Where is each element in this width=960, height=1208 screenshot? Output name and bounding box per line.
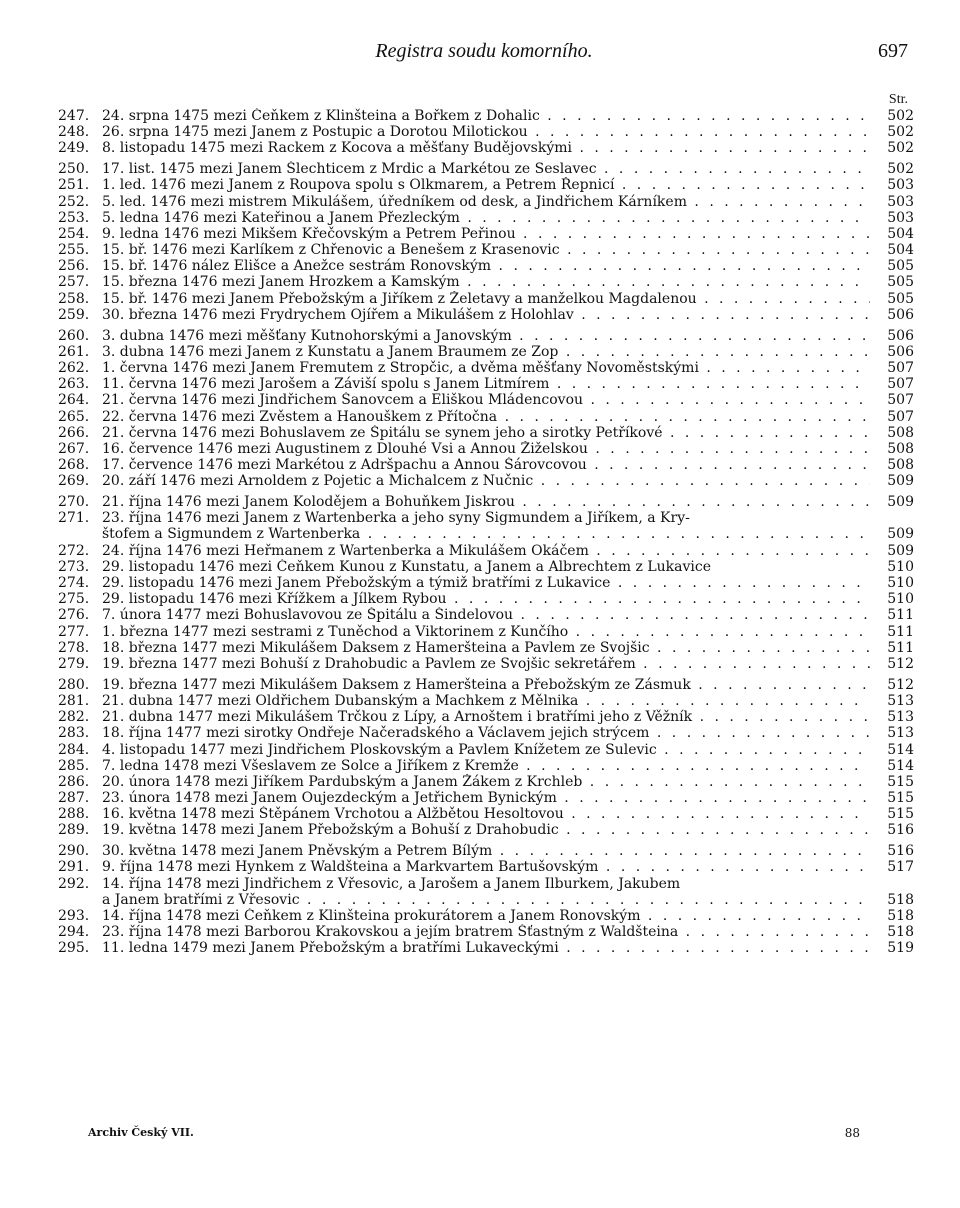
entry-page-number: 511 <box>887 639 914 656</box>
entry-text: a Janem bratřími z Vřesovic . . . <box>102 892 870 908</box>
sheet-number: 88 <box>844 1126 860 1140</box>
entry-text: 17. července 1476 mezi Markétou z Adršpachu a Annou Šárovcovou . . . <box>102 457 870 473</box>
register-entry <box>58 140 914 156</box>
register-entry <box>58 843 914 859</box>
register-entry <box>58 640 914 656</box>
entry-text: 5. ledna 1476 mezi Kateřinou a Janem Přezleckým . . . <box>102 210 870 226</box>
entry-number: 278. <box>58 639 90 656</box>
entry-page-number: 518 <box>887 924 914 941</box>
entry-text: 4. listopadu 1477 mezi Jindřichem Ploskovským a Pavlem Knížetem ze Sulevic . . . <box>102 742 870 758</box>
entry-text: 9. října 1478 mezi Hynkem z Waldšteina a Markvartem Bartušovským . . . <box>102 859 870 875</box>
entry-number: 283. <box>58 725 90 742</box>
entry-number: 250. <box>58 161 90 178</box>
entry-number: 285. <box>58 757 90 774</box>
entry-page-number: 509 <box>887 494 914 511</box>
entry-page-number: 512 <box>887 676 914 693</box>
entry-number: 287. <box>58 790 90 807</box>
entry-number: 294. <box>58 924 90 941</box>
entry-number: 264. <box>58 392 90 409</box>
entry-page-number: 514 <box>887 741 914 758</box>
entry-page-number: 506 <box>887 343 914 360</box>
register-entry <box>58 607 914 623</box>
register-entry <box>58 742 914 758</box>
entry-text: 1. června 1476 mezi Janem Fremutem z Stropčic, a dvěma měšťany Novoměstskými . . . <box>102 360 870 376</box>
register-entry <box>58 258 914 274</box>
entry-page-number: 517 <box>887 859 914 876</box>
entry-page-number: 509 <box>887 542 914 559</box>
entry-page-number: 513 <box>887 709 914 726</box>
entry-number: 249. <box>58 140 90 157</box>
entry-number: 284. <box>58 741 90 758</box>
entry-page-number: 519 <box>887 940 914 957</box>
entry-text: 9. ledna 1476 mezi Mikšem Křečovským a Petrem Peřinou . . . <box>102 226 870 242</box>
entry-text: 3. dubna 1476 mezi Janem z Kunstatu a Janem Braumem ze Zop . . . <box>102 344 870 360</box>
entry-text: 3. dubna 1476 mezi měšťany Kutnohorskými a Janovským . . . <box>102 328 870 344</box>
entry-page-number: 515 <box>887 806 914 823</box>
entry-page-number: 502 <box>887 124 914 141</box>
register-entry <box>58 924 914 940</box>
entry-page-number: 510 <box>887 558 914 575</box>
entry-number: 258. <box>58 290 90 307</box>
entry-page-number: 508 <box>887 440 914 457</box>
entry-text: 24. října 1476 mezi Heřmanem z Wartenberka a Mikulášem Okáčem . . . <box>102 543 870 559</box>
entry-number: 282. <box>58 709 90 726</box>
entry-number: 293. <box>58 907 90 924</box>
entry-page-number: 507 <box>887 392 914 409</box>
entry-number: 295. <box>58 940 90 957</box>
page-number: 697 <box>878 40 908 62</box>
register-entry <box>58 473 914 489</box>
entry-number: 252. <box>58 193 90 210</box>
register-entry <box>58 425 914 441</box>
register-entry <box>58 210 914 226</box>
entry-page-number: 508 <box>887 457 914 474</box>
entry-text: 19. května 1478 mezi Janem Přebožským a Bohuší z Drahobudic . . . <box>102 822 870 838</box>
entry-text: 21. října 1476 mezi Janem Kolodějem a Bohuňkem Jiskrou . . . <box>102 494 870 510</box>
entry-page-number: 502 <box>887 140 914 157</box>
entry-text: 20. února 1478 mezi Jiříkem Pardubským a Janem Žákem z Krchleb . . . <box>102 774 870 790</box>
entry-page-number: 506 <box>887 306 914 323</box>
register-entry <box>58 940 914 956</box>
register-entry <box>58 108 914 124</box>
entry-page-number: 514 <box>887 757 914 774</box>
entry-text: 14. října 1478 mezi Jindřichem z Vřesovic, a Jarošem a Janem Ilburkem, Jakubem <box>102 875 681 892</box>
entry-text: 19. března 1477 mezi Mikulášem Daksem z Hameršteina a Přebožským ze Zásmuk . . . <box>102 677 870 693</box>
entry-text: 7. ledna 1478 mezi Všeslavem ze Solce a Jiříkem z Kremže . . . <box>102 758 870 774</box>
entry-page-number: 509 <box>887 526 914 543</box>
entry-text: 16. května 1478 mezi Štěpánem Vrchotou a Alžbětou Hesoltovou . . . <box>102 806 870 822</box>
register-entry <box>58 360 914 376</box>
register-entry <box>58 656 914 672</box>
entry-text: 5. led. 1476 mezi mistrem Mikulášem, úředníkem od desk, a Jindřichem Kárníkem . . . <box>102 194 870 210</box>
entry-number: 267. <box>58 440 90 457</box>
entry-text: 29. listopadu 1476 mezi Čeňkem Kunou z Kunstatu, a Janem a Albrechtem z Lukavice <box>102 558 711 575</box>
register-entry <box>58 274 914 290</box>
entry-number: 291. <box>58 859 90 876</box>
entry-number: 273. <box>58 558 90 575</box>
entry-page-number: 510 <box>887 591 914 608</box>
entry-page-number: 507 <box>887 376 914 393</box>
entry-page-number: 502 <box>887 161 914 178</box>
entry-number: 272. <box>58 542 90 559</box>
entry-continuation-line <box>58 526 914 542</box>
register-entry <box>58 908 914 924</box>
register-entry <box>58 624 914 640</box>
entry-number: 262. <box>58 360 90 376</box>
entry-text: 16. července 1476 mezi Augustinem z Dlouhé Vsi a Annou Žiželskou . . . <box>102 441 870 457</box>
entry-text: 15. bř. 1476 mezi Karlíkem z Chřenovic a Benešem z Krasenovic . . . <box>102 242 870 258</box>
register-entry <box>58 774 914 790</box>
entry-page-number: 503 <box>887 209 914 226</box>
running-header <box>60 40 908 70</box>
entry-text: 29. listopadu 1476 mezi Janem Přebožským a týmiž bratřími z Lukavice . . . <box>102 575 870 591</box>
entry-text: 21. dubna 1477 mezi Oldřichem Dubanským a Machkem z Mělnika . . . <box>102 693 870 709</box>
register-entry <box>58 677 914 693</box>
entry-text: 15. bř. 1476 mezi Janem Přebožským a Jiříkem z Želetavy a manželkou Magdalenou . . . <box>102 291 870 307</box>
register-entry <box>58 124 914 140</box>
entry-page-number: 504 <box>887 225 914 242</box>
register-entry <box>58 328 914 344</box>
entry-number: 263. <box>58 376 90 393</box>
entry-number: 274. <box>58 575 90 592</box>
entry-page-number: 511 <box>887 607 914 624</box>
register-entry <box>58 510 914 526</box>
entry-number: 280. <box>58 676 90 693</box>
entry-text: 19. března 1477 mezi Bohuší z Drahobudic a Pavlem ze Svojšic sekretářem . . . <box>102 656 870 672</box>
entry-text: 11. ledna 1479 mezi Janem Přebožským a bratřími Lukaveckými . . . <box>102 940 870 956</box>
entry-text: 22. června 1476 mezi Zvěstem a Hanouškem z Přítočna . . . <box>102 409 870 425</box>
register-entry <box>58 177 914 193</box>
entry-page-number: 518 <box>887 891 914 908</box>
register-entry <box>58 392 914 408</box>
entry-number: 289. <box>58 822 90 839</box>
entry-number: 261. <box>58 343 90 360</box>
register-entry <box>58 543 914 559</box>
entry-number: 265. <box>58 408 90 425</box>
entry-page-number: 512 <box>887 655 914 672</box>
entry-text: 20. září 1476 mezi Arnoldem z Pojetic a Michalcem z Nučnic . . . <box>102 473 870 489</box>
register-entry <box>58 806 914 822</box>
register-entry <box>58 822 914 838</box>
entry-number: 292. <box>58 875 90 892</box>
entry-text: 30. března 1476 mezi Frydrychem Ojířem a Mikulášem z Holohlav . . . <box>102 307 870 323</box>
register-entry <box>58 409 914 425</box>
entry-page-number: 509 <box>887 473 914 490</box>
register-entry <box>58 307 914 323</box>
entry-page-number: 505 <box>887 290 914 307</box>
entry-number: 248. <box>58 124 90 141</box>
entry-number: 254. <box>58 225 90 242</box>
entry-text: štofem a Sigmundem z Wartenberka . . . <box>102 526 870 542</box>
entry-continuation-line <box>58 892 914 908</box>
page-title: Registra soudu komorního. <box>375 40 593 62</box>
entry-page-number: 513 <box>887 692 914 709</box>
page-column-label: Str. <box>888 92 908 107</box>
entry-page-number: 513 <box>887 725 914 742</box>
entry-number: 253. <box>58 209 90 226</box>
signature-mark: Archiv Český VII. <box>88 1126 194 1139</box>
entry-number: 260. <box>58 327 90 344</box>
entry-text: 21. června 1476 mezi Bohuslavem ze Špitálu se synem jeho a sirotky Petříkové . . . <box>102 425 870 441</box>
entry-number: 270. <box>58 494 90 511</box>
entry-text: 23. října 1476 mezi Janem z Wartenberka a jeho syny Sigmundem a Jiříkem, a Kry- <box>102 510 690 527</box>
page-footer <box>88 1126 860 1142</box>
entry-number: 247. <box>58 108 90 124</box>
register-entry <box>58 291 914 307</box>
register-entry <box>58 591 914 607</box>
register-entry <box>58 709 914 725</box>
entry-text: 8. listopadu 1475 mezi Rackem z Kocova a měšťany Budějovskými . . . <box>102 140 870 156</box>
entry-number: 255. <box>58 242 90 259</box>
entry-text: 24. srpna 1475 mezi Čeňkem z Klinšteina a Bořkem z Dohalic . . . <box>102 108 870 124</box>
entry-text: 15. března 1476 mezi Janem Hrozkem a Kamským . . . <box>102 274 870 290</box>
entry-number: 269. <box>58 473 90 490</box>
entry-number: 251. <box>58 177 90 194</box>
entry-number: 268. <box>58 457 90 474</box>
entry-page-number: 507 <box>887 408 914 425</box>
register-entry <box>58 575 914 591</box>
entry-page-number: 504 <box>887 242 914 259</box>
entry-text: 18. října 1477 mezi sirotky Ondřeje Načeradského a Václavem jejich strýcem . . . <box>102 725 870 741</box>
register-entry <box>58 226 914 242</box>
entry-text: 21. dubna 1477 mezi Mikulášem Trčkou z Lípy, a Arnoštem i bratřími jeho z Věžník . . . <box>102 709 870 725</box>
entry-text: 29. listopadu 1476 mezi Křížkem a Jílkem Rybou . . . <box>102 591 870 607</box>
entry-number: 271. <box>58 510 90 527</box>
register-entry <box>58 693 914 709</box>
entry-page-number: 507 <box>887 360 914 376</box>
entry-number: 279. <box>58 655 90 672</box>
entry-number: 277. <box>58 623 90 640</box>
entry-text: 26. srpna 1475 mezi Janem z Postupic a Dorotou Milotickou . . . <box>102 124 870 140</box>
entry-number: 257. <box>58 274 90 291</box>
entry-page-number: 502 <box>887 108 914 124</box>
entry-page-number: 515 <box>887 773 914 790</box>
entry-text: 17. list. 1475 mezi Janem Šlechticem z Mrdic a Markétou ze Seslavec . . . <box>102 161 870 177</box>
entry-page-number: 506 <box>887 327 914 344</box>
register-entry <box>58 457 914 473</box>
entry-text: 30. května 1478 mezi Janem Pněvským a Petrem Bílým . . . <box>102 843 870 859</box>
register-entry <box>58 559 914 575</box>
register-entry <box>58 344 914 360</box>
register-entry <box>58 758 914 774</box>
entry-number: 276. <box>58 607 90 624</box>
register-entry <box>58 161 914 177</box>
register-entry <box>58 242 914 258</box>
register-entry <box>58 790 914 806</box>
entry-page-number: 503 <box>887 177 914 194</box>
register-entry <box>58 859 914 875</box>
entry-number: 256. <box>58 258 90 275</box>
register-entry <box>58 194 914 210</box>
register-entry-list <box>58 108 914 957</box>
entry-page-number: 503 <box>887 193 914 210</box>
entry-number: 290. <box>58 843 90 860</box>
entry-page-number: 505 <box>887 274 914 291</box>
register-entry <box>58 725 914 741</box>
entry-text: 7. února 1477 mezi Bohuslavovou ze Špitálu a Šindelovou . . . <box>102 607 870 623</box>
entry-number: 286. <box>58 773 90 790</box>
entry-text: 15. bř. 1476 nález Elišce a Anežce sestrám Ronovským . . . <box>102 258 870 274</box>
entry-text: 23. října 1478 mezi Barborou Krakovskou a jejím bratrem Šťastným z Waldšteina . . . <box>102 924 870 940</box>
entry-page-number: 518 <box>887 907 914 924</box>
entry-text: 14. října 1478 mezi Čeňkem z Klinšteina prokurátorem a Janem Ronovským . . . <box>102 908 870 924</box>
register-entry <box>58 376 914 392</box>
entry-text: 21. června 1476 mezi Jindřichem Šanovcem a Eliškou Mládencovou . . . <box>102 392 870 408</box>
register-entry <box>58 876 914 892</box>
entry-text: 18. března 1477 mezi Mikulášem Daksem z Hameršteina a Pavlem ze Svojšic . . . <box>102 640 870 656</box>
entry-text: 1. března 1477 mezi sestrami z Tuněchod a Viktorinem z Kunčího . . . <box>102 624 870 640</box>
entry-number: 266. <box>58 424 90 441</box>
entry-page-number: 516 <box>887 843 914 860</box>
entry-number: 288. <box>58 806 90 823</box>
register-entry <box>58 494 914 510</box>
register-entry <box>58 441 914 457</box>
entry-page-number: 510 <box>887 575 914 592</box>
entry-text: 23. února 1478 mezi Janem Oujezdeckým a Jetřichem Bynickým . . . <box>102 790 870 806</box>
entry-number: 281. <box>58 692 90 709</box>
entry-number: 259. <box>58 306 90 323</box>
entry-text: 1. led. 1476 mezi Janem z Roupova spolu s Olkmarem, a Petrem Řepnicí . . . <box>102 177 870 193</box>
entry-page-number: 511 <box>887 623 914 640</box>
entry-page-number: 516 <box>887 822 914 839</box>
entry-number: 275. <box>58 591 90 608</box>
entry-page-number: 515 <box>887 790 914 807</box>
entry-page-number: 508 <box>887 424 914 441</box>
entry-text: 11. června 1476 mezi Jarošem a Záviší spolu s Janem Litmírem . . . <box>102 376 870 392</box>
entry-page-number: 505 <box>887 258 914 275</box>
